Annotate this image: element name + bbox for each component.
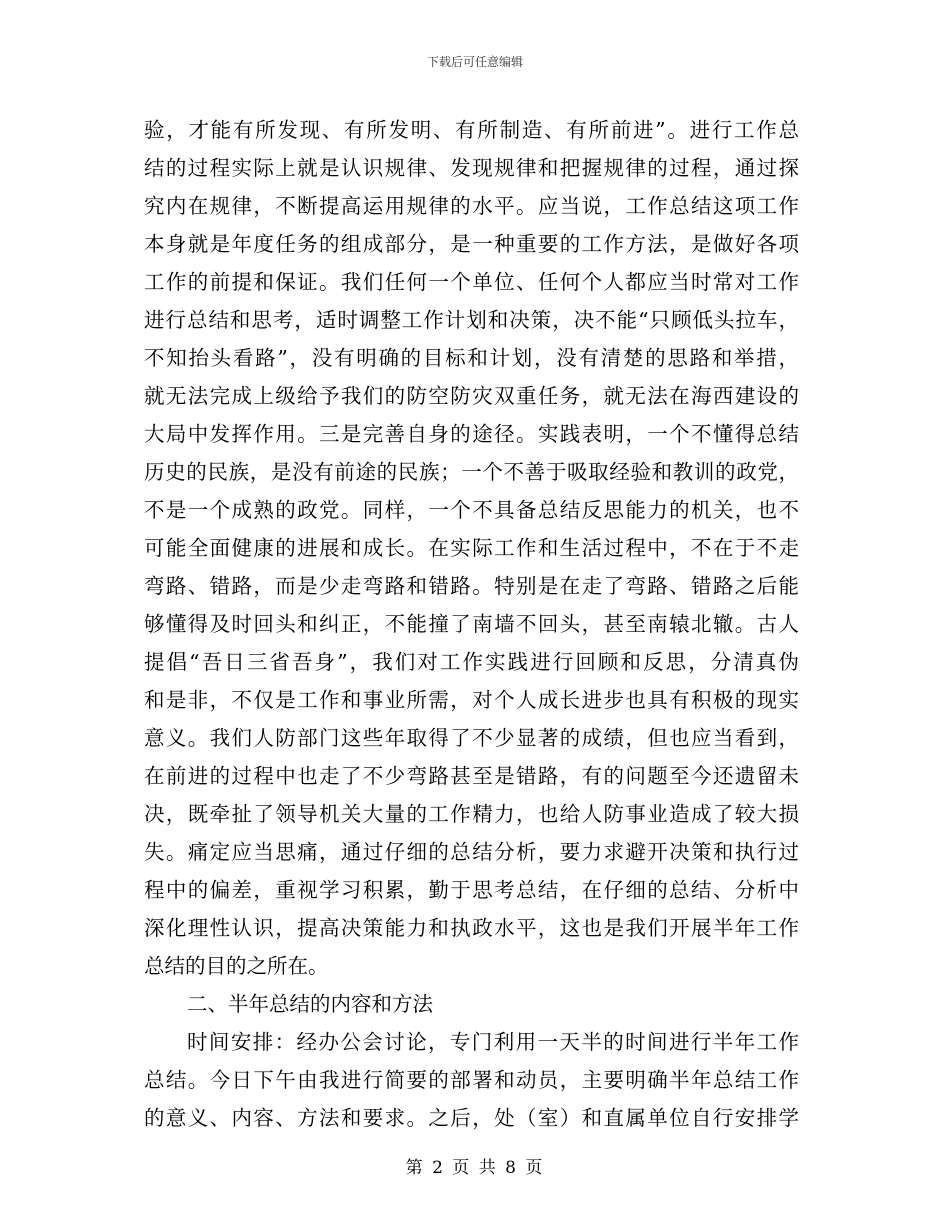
paragraph-line: 深化理性认识，提高决策能力和执政水平，这也是我们开展半年工作 [144,916,799,940]
paragraph-line: 大局中发挥作用。三是完善自身的途径。实践表明，一个不懂得总结 [144,422,799,446]
paragraph-line: 和是非，不仅是工作和事业所需，对个人成长进步也具有积极的现实 [144,688,799,712]
paragraph-line: 就无法完成上级给予我们的防空防灾双重任务，就无法在海西建设的 [144,384,799,408]
paragraph-line: 在前进的过程中也走了不少弯路甚至是错路，有的问题至今还遗留未 [144,764,799,788]
paragraph-line: 提倡“吾日三省吾身”，我们对工作实践进行回顾和反思，分清真伪 [144,650,799,674]
paragraph-line: 程中的偏差，重视学习积累，勤于思考总结，在仔细的总结、分析中 [144,878,799,902]
page-header: 下载后可任意编辑 [426,55,523,69]
paragraph-line: 可能全面健康的进展和成长。在实际工作和生活过程中，不在于不走 [144,536,799,560]
paragraph-line: 时间安排：经办公会讨论，专门利用一天半的时间进行半年工作 [187,1030,799,1054]
paragraph-line: 弯路、错路，而是少走弯路和错路。特别是在走了弯路、错路之后能 [144,574,799,598]
section-heading: 二、半年总结的内容和方法 [187,992,433,1016]
paragraph-line: 本身就是年度任务的组成部分，是一种重要的工作方法，是做好各项 [144,232,799,256]
paragraph-line: 验，才能有所发现、有所发明、有所制造、有所前进”。进行工作总 [144,118,799,142]
paragraph-line: 的意义、内容、方法和要求。之后，处（室）和直属单位自行安排学 [144,1106,799,1130]
paragraph-line: 总结的目的之所在。 [144,954,329,978]
paragraph-line: 究内在规律，不断提高运用规律的水平。应当说，工作总结这项工作 [144,194,799,218]
paragraph-line: 进行总结和思考，适时调整工作计划和决策，决不能“只顾低头拉车， [144,308,799,332]
paragraph-line: 结的过程实际上就是认识规律、发现规律和把握规律的过程，通过探 [144,156,799,180]
body-text [144,111,799,1137]
paragraph-line: 历史的民族，是没有前途的民族；一个不善于吸取经验和教训的政党， [144,460,799,484]
paragraph-line: 失。痛定应当思痛，通过仔细的总结分析，要力求避开决策和执行过 [144,840,799,864]
paragraph-line: 总结。今日下午由我进行简要的部署和动员，主要明确半年总结工作 [144,1068,799,1092]
paragraph-line: 不知抬头看路”，没有明确的目标和计划，没有清楚的思路和举措， [144,346,799,370]
paragraph-line: 决，既牵扯了领导机关大量的工作精力，也给人防事业造成了较大损 [144,802,799,826]
paragraph-line: 够懂得及时回头和纠正，不能撞了南墙不回头，甚至南辕北辙。古人 [144,612,799,636]
paragraph-line: 不是一个成熟的政党。同样，一个不具备总结反思能力的机关，也不 [144,498,799,522]
paragraph-line: 意义。我们人防部门这些年取得了不少显著的成绩，但也应当看到， [144,726,799,750]
paragraph-line: 工作的前提和保证。我们任何一个单位、任何个人都应当时常对工作 [144,270,799,294]
page-footer: 第 2 页 共 8 页 [405,1158,545,1178]
